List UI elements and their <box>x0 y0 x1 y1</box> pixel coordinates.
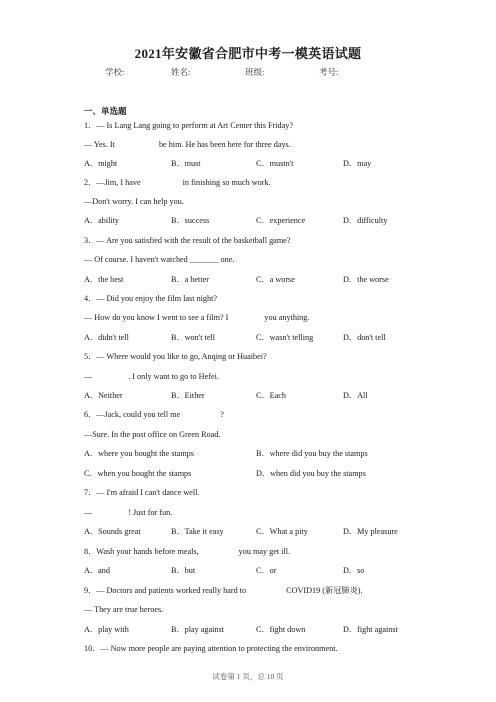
question-7-option-a[interactable]: A．Sounds great <box>84 527 141 536</box>
question-8-option-c[interactable]: C．or <box>256 566 277 575</box>
question-3-option-d[interactable]: D．the worse <box>343 275 389 284</box>
question-2-option-b[interactable]: B．success <box>171 216 210 225</box>
question-6-option-c[interactable]: C．when you bought the stamps <box>84 469 192 478</box>
question-7-option-b[interactable]: B．Take it easy <box>171 527 224 536</box>
question-1-option-d[interactable]: D．may <box>343 159 372 168</box>
question-2-option-c[interactable]: C．experience <box>256 216 306 225</box>
question-9-option-c[interactable]: C．fight down <box>256 625 306 634</box>
question-8-stem: 8．Wash your hands before meals, you may get ill. <box>84 547 291 556</box>
question-4-reply: — How do you know I went to see a film? I you anything. <box>84 313 310 322</box>
question-3-option-b[interactable]: B．a better <box>171 275 209 284</box>
question-5-option-d[interactable]: D．All <box>343 391 368 400</box>
question-5-option-a[interactable]: A．Neither <box>84 391 123 400</box>
question-8-option-b[interactable]: B．but <box>171 566 196 575</box>
question-1-stem: 1．— Is Lang Lang going to perform at Art Center this Friday? <box>84 121 293 130</box>
question-3-option-a[interactable]: A．the best <box>84 275 124 284</box>
question-3-reply: — Of course. I haven't watched _______ one. <box>84 255 235 264</box>
question-1-reply: — Yes. It be him. He has been here for three days. <box>84 140 291 149</box>
name-label: 姓名: <box>171 67 191 77</box>
school-label: 学校: <box>105 67 125 77</box>
question-3-stem: 3．— Are you satisfied with the result of the basketball game? <box>84 236 291 245</box>
question-2-option-a[interactable]: A．ability <box>84 216 120 225</box>
question-9-option-a[interactable]: A．play with <box>84 625 129 634</box>
exam-number-label: 考号: <box>319 67 339 77</box>
question-4-option-d[interactable]: D．don't tell <box>343 333 386 342</box>
question-5-stem: 5．— Where would you like to go, Anqing or Huaibei? <box>84 352 267 361</box>
question-3-option-c[interactable]: C．a worse <box>256 275 295 284</box>
question-1-option-a[interactable]: A．might <box>84 159 118 168</box>
question-6-stem: 6．—Jack, could you tell me ? <box>84 410 224 419</box>
question-4-stem: 4．— Did you enjoy the film last night? <box>84 294 218 303</box>
question-5-option-c[interactable]: C．Each <box>256 391 287 400</box>
question-6-reply: —Sure. In the post office on Green Road. <box>84 430 221 439</box>
question-8-option-a[interactable]: A．and <box>84 566 110 575</box>
question-10-stem: 10．— Now more people are paying attention to protecting the environment. <box>84 644 338 653</box>
question-8-option-d[interactable]: D．so <box>343 566 365 575</box>
question-4-option-c[interactable]: C．wasn't telling <box>256 333 314 342</box>
section-heading: 一、单选题 <box>84 106 127 116</box>
question-9-stem: 9．— Doctors and patients worked really hard to COVID19 (新冠肺炎). <box>84 586 363 595</box>
page-title: 2021年安徽省合肥市中考一模英语试题 <box>134 46 362 61</box>
question-9-reply: — They are true heroes. <box>84 605 164 614</box>
question-7-reply: — ! Just for fun. <box>84 508 173 517</box>
question-2-reply: —Don't worry. I can help you. <box>84 197 184 206</box>
question-7-stem: 7．— I'm afraid I can't dance well. <box>84 488 200 497</box>
question-9-option-d[interactable]: D．fight against <box>343 625 398 634</box>
question-6-option-b[interactable]: B．where did you buy the stamps <box>256 449 368 458</box>
question-2-stem: 2．—Jim, I have in finishing so much work. <box>84 178 271 187</box>
question-5-reply: — . I only want to go to Hefei. <box>84 372 219 381</box>
question-4-option-b[interactable]: B．won't tell <box>171 333 216 342</box>
question-7-option-d[interactable]: D．My pleasure <box>343 527 398 536</box>
page-footer: 试卷第 1 页，总 10 页 <box>212 672 284 681</box>
question-7-option-c[interactable]: C．What a pity <box>256 527 308 536</box>
question-6-option-d[interactable]: D．when did you buy the stamps <box>256 469 366 478</box>
question-9-option-b[interactable]: B．play against <box>171 625 224 634</box>
question-5-option-b[interactable]: B．Either <box>171 391 205 400</box>
class-label: 班级: <box>245 67 265 77</box>
question-1-option-b[interactable]: B．must <box>171 159 201 168</box>
question-1-option-c[interactable]: C．mustn't <box>256 159 294 168</box>
question-6-option-a[interactable]: A．where you bought the stamps <box>84 449 195 458</box>
question-2-option-d[interactable]: D．difficulty <box>343 216 388 225</box>
question-4-option-a[interactable]: A．didn't tell <box>84 333 129 342</box>
